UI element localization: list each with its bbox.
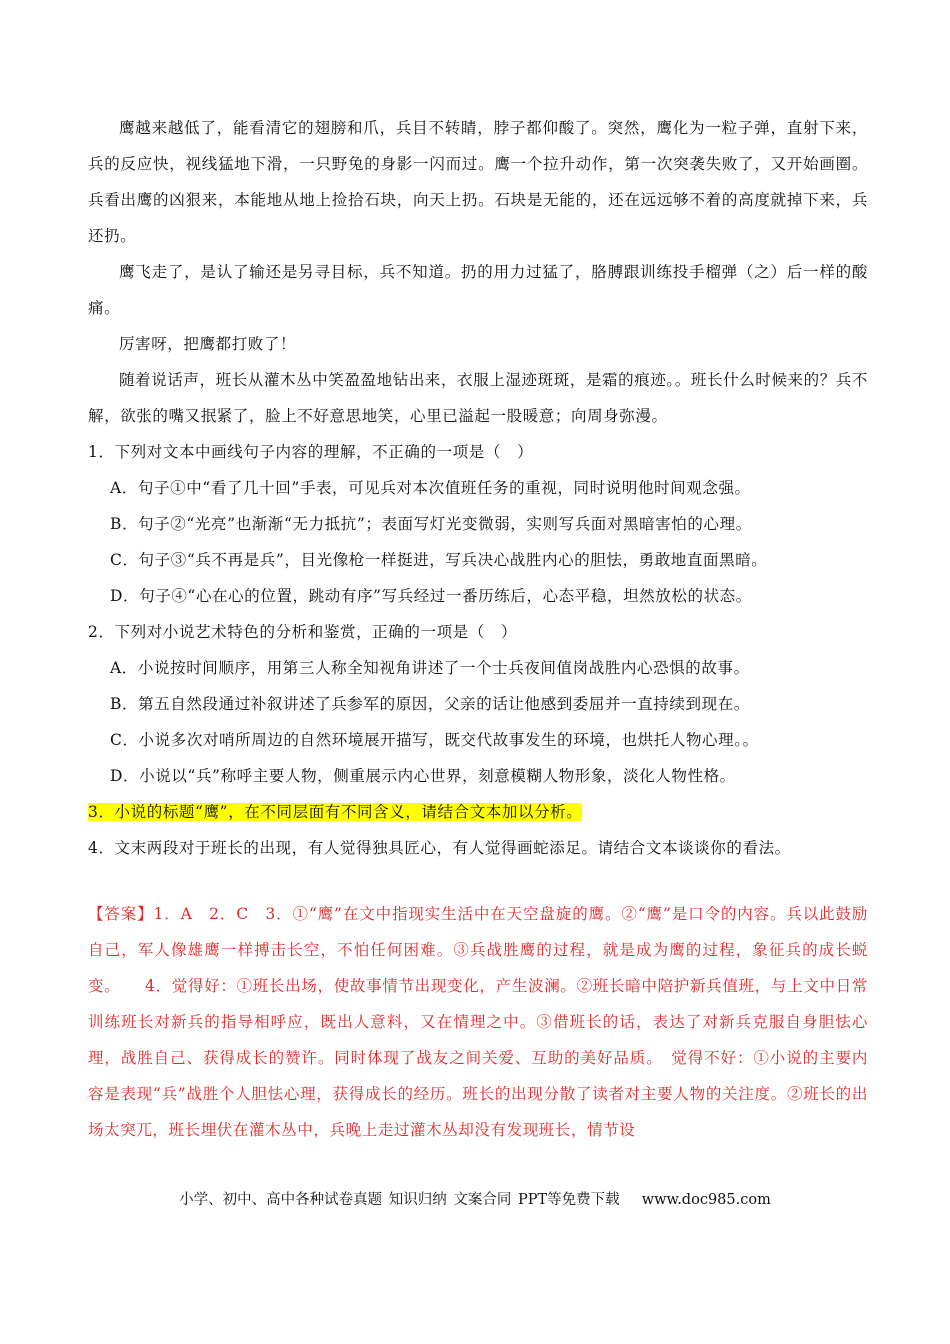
question-2-option-c: C．小说多次对哨所周边的自然环境展开描写，既交代故事发生的环境，也烘托人物心理。。 — [110, 731, 759, 749]
question-1-option-d: D．句子④“心在心的位置，跳动有序”写兵经过一番历练后，心态平稳，坦然放松的状态。 — [110, 587, 752, 605]
question-3-highlight: 3．小说的标题“鹰”，在不同层面有不同含义，请结合文本加以分析。 — [88, 803, 583, 821]
question-1-option-b: B．句子②“光亮”也渐渐“无力抵抗”；表面写灯光变微弱，实则写兵面对黑暗害怕的心理。 — [110, 515, 752, 533]
question-2-option-a: A．小说按时间顺序，用第三人称全知视角讲述了一个士兵夜间值岗战胜内心恐惧的故事。 — [110, 659, 750, 677]
passage-paragraph-1: 鹰越来越低了，能看清它的翅膀和爪，兵目不转睛，脖子都仰酸了。突然，鹰化为一粒子弹，直射下来，兵的反应快，视线猛地下滑，一只野兔的身影一闪而过。鹰一个拉升动作，第一次突袭失败了，又开始画圈。兵看出鹰的凶狠来，本能地从地上捡拾石块，向天上扔。石块是无能的，还在远远够不着的高度就掉下来，兵还扔。 — [88, 119, 868, 245]
footer-text: 小学、初中、高中各种试卷真题 知识归纳 文案合同 PPT等免费下载 — [179, 1192, 620, 1208]
document-page — [88, 110, 868, 1148]
question-2-option-b: B．第五自然段通过补叙讲述了兵参军的原因，父亲的话让他感到委屈并一直持续到现在。 — [110, 695, 750, 713]
passage-paragraph-3: 厉害呀，把鹰都打败了！ — [119, 335, 297, 353]
question-3 — [88, 794, 868, 830]
question-4: 4．文末两段对于班长的出现，有人觉得独具匠心，有人觉得画蛇添足。请结合文本谈谈你的看法。 — [88, 839, 791, 857]
passage-paragraph-2: 鹰飞走了，是认了输还是另寻目标，兵不知道。扔的用力过猛了，胳膊跟训练投手榴弹（之）后一样的酸痛。 — [88, 263, 868, 317]
question-1-option-a: A．句子①中“看了几十回”手表，可见兵对本次值班任务的重视，同时说明他时间观念强。 — [110, 479, 751, 497]
page-footer — [0, 1188, 950, 1209]
question-1-option-c: C．句子③“兵不再是兵”，目光像枪一样挺进，写兵决心战胜内心的胆怯，勇敢地直面黑暗。 — [110, 551, 768, 569]
question-1-stem: 1．下列对文本中画线句子内容的理解，不正确的一项是（ ） — [88, 443, 534, 461]
passage-paragraph-4: 随着说话声，班长从灌木丛中笑盈盈地钻出来，衣服上湿迹斑斑，是霜的痕迹。。班长什么时候来的？兵不解，欲张的嘴又抿紧了，脸上不好意思地笑，心里已溢起一股暖意；向周身弥漫。 — [88, 371, 868, 425]
question-2-option-d: D．小说以“兵”称呼主要人物，侧重展示内心世界，刻意模糊人物形象，淡化人物性格。 — [110, 767, 736, 785]
question-2-stem: 2．下列对小说艺术特色的分析和鉴赏，正确的一项是（ ） — [88, 623, 518, 641]
answer-block: 【答案】1．A 2．C 3．①“鹰”在文中指现实生活中在天空盘旋的鹰。②“鹰”是口令的内容。兵以此鼓励自己，军人像雄鹰一样搏击长空，不怕任何困难。③兵战胜鹰的过程，就是成为鹰的过程，象征兵的成长蜕变。 4．觉得好：①班长出场，使故事情节出现变化，产生波澜。②班长暗中陪护新兵值班，与上文中日常训练班长对新兵的指导相呼应，既出人意料，又在情理之中。③借班长的话，表达了对新兵克服自身胆怯心理，战胜自己、获得成长的赞许。同时体现了战友之间关爱、互助的美好品质。 觉得不好：①小说的主要内容是表现“兵”战胜个人胆怯心理，获得成长的经历。班长的出现分散了读者对主要人物的关注度。②班长的出场太突兀，班长埋伏在灌木丛中，兵晚上走过灌木丛却没有发现班长，情节设 — [88, 905, 868, 1139]
footer-url[interactable]: www.doc985.com — [641, 1192, 771, 1208]
